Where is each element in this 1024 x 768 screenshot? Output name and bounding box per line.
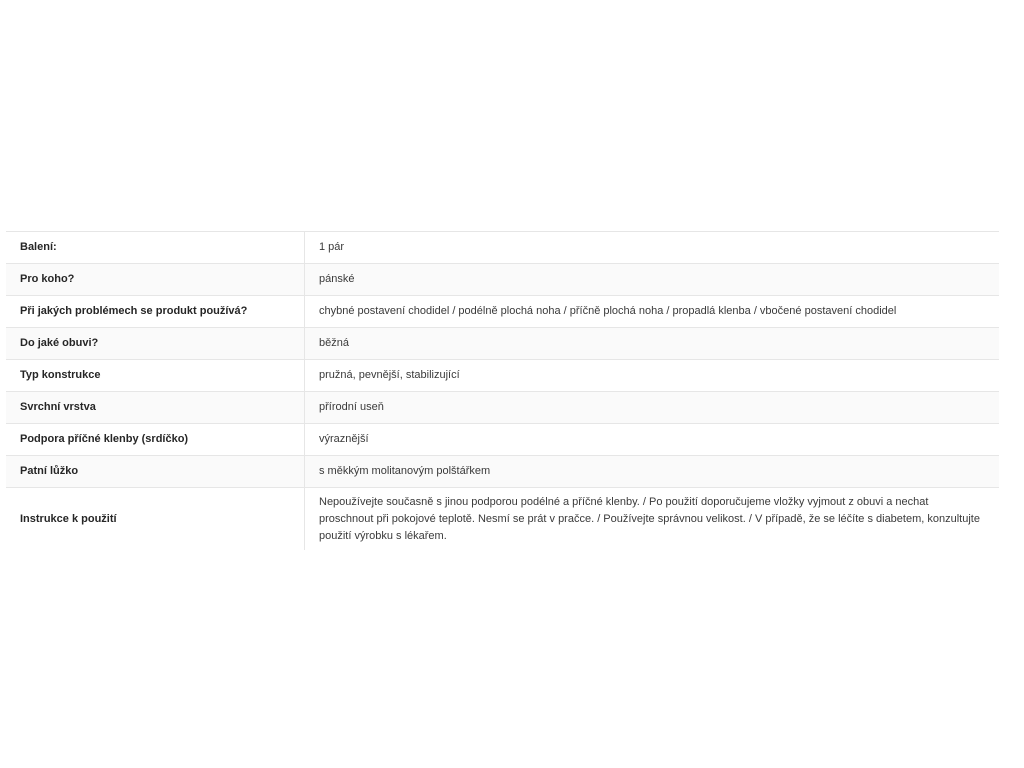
table-row bbox=[6, 232, 999, 264]
row-value: výraznější bbox=[305, 424, 1000, 456]
row-value: s měkkým molitanovým polštářkem bbox=[305, 456, 1000, 488]
row-label: Svrchní vrstva bbox=[6, 392, 305, 424]
row-label: Patní lůžko bbox=[6, 456, 305, 488]
row-label: Do jaké obuvi? bbox=[6, 328, 305, 360]
table-row bbox=[6, 328, 999, 360]
row-label: Pro koho? bbox=[6, 264, 305, 296]
table-row bbox=[6, 360, 999, 392]
row-value: pánské bbox=[305, 264, 1000, 296]
row-label: Při jakých problémech se produkt používá? bbox=[6, 296, 305, 328]
table-row bbox=[6, 488, 999, 551]
row-value: pružná, pevnější, stabilizující bbox=[305, 360, 1000, 392]
row-value: chybné postavení chodidel / podélně plochá noha / příčně plochá noha / propadlá klenba / vbočené postavení chodidel bbox=[305, 296, 1000, 328]
table-row bbox=[6, 392, 999, 424]
row-label: Instrukce k použití bbox=[6, 488, 305, 551]
row-label: Typ konstrukce bbox=[6, 360, 305, 392]
row-value: 1 pár bbox=[305, 232, 1000, 264]
table-row bbox=[6, 424, 999, 456]
product-parameters-table bbox=[6, 231, 999, 550]
table-row bbox=[6, 296, 999, 328]
row-label: Podpora příčné klenby (srdíčko) bbox=[6, 424, 305, 456]
row-label: Balení: bbox=[6, 232, 305, 264]
table-row bbox=[6, 456, 999, 488]
row-value: Nepoužívejte současně s jinou podporou podélné a příčné klenby. / Po použití doporučujeme vložky vyjmout z obuvi a nechat proschnout při pokojové teplotě. Nesmí se prát v pračce. / Používejte správnou velikost. / V případě, že se léčíte s diabetem, konzultujte použití výrobku s lékařem. bbox=[305, 488, 1000, 551]
row-value: běžná bbox=[305, 328, 1000, 360]
row-value: přírodní useň bbox=[305, 392, 1000, 424]
table-row bbox=[6, 264, 999, 296]
